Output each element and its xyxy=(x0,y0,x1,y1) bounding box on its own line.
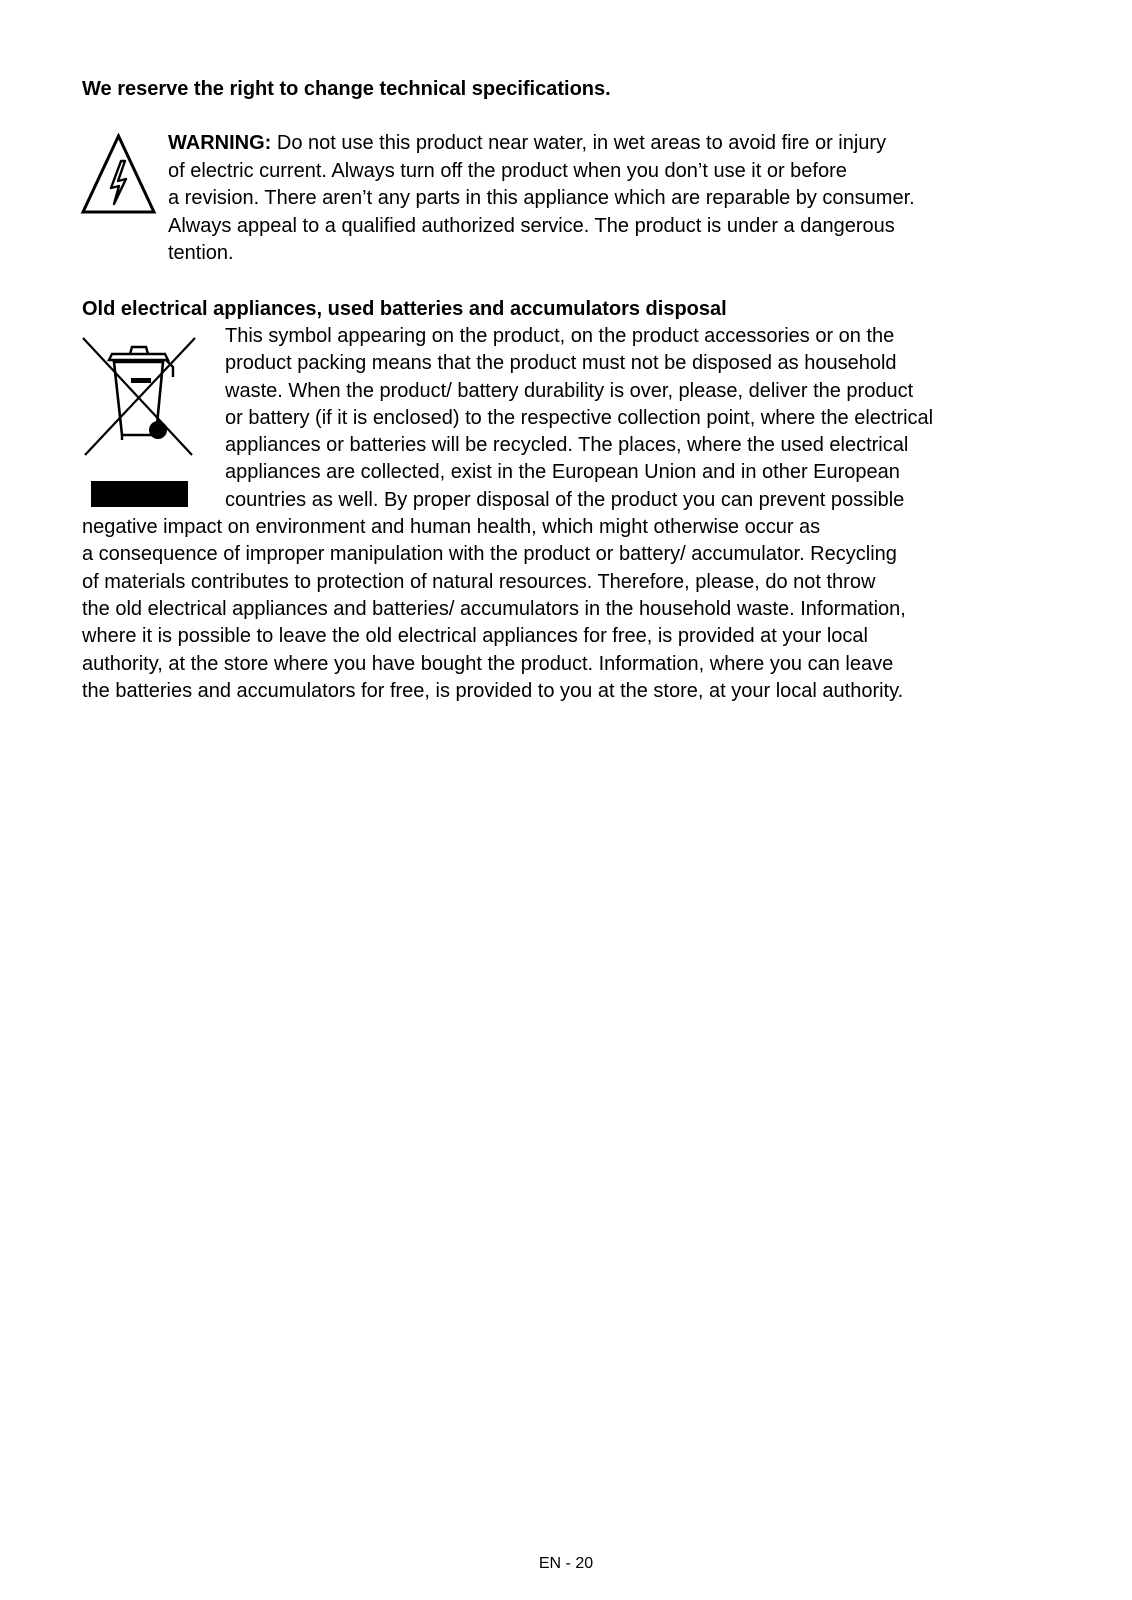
disposal-line: of materials contributes to protection of natural resources. Therefore, please, do not throw xyxy=(82,570,876,593)
disposal-line: waste. When the product/ battery durability is over, please, deliver the product xyxy=(225,379,914,402)
disposal-line: appliances are collected, exist in the European Union and in other European xyxy=(225,461,900,484)
disposal-line: the old electrical appliances and batteries/ accumulators in the household waste. Information, xyxy=(82,597,906,620)
page-number: EN - 20 xyxy=(538,1555,594,1572)
electric-shock-warning-icon xyxy=(80,133,157,215)
disposal-paragraph xyxy=(0,323,1132,705)
disposal-line: countries as well. By proper disposal of the product you can prevent possible xyxy=(225,488,905,511)
warning-line: tention. xyxy=(168,242,234,264)
warning-line-text: Do not use this product near water, in wet areas to avoid fire or injury xyxy=(271,132,887,154)
disposal-line: where it is possible to leave the old electrical appliances for free, is provided at your local xyxy=(82,625,868,648)
disposal-line: or battery (if it is enclosed) to the respective collection point, where the electrical xyxy=(225,406,934,429)
disposal-line: This symbol appearing on the product, on the product accessories or on the xyxy=(225,325,895,347)
warning-line: Always appeal to a qualified authorized service. The product is under a dangerous xyxy=(168,214,895,237)
disposal-line: negative impact on environment and human health, which might otherwise occur as xyxy=(82,516,821,539)
specification-notice: We reserve the right to change technical specifications. xyxy=(82,78,611,100)
disposal-line: a consequence of improper manipulation with the product or battery/ accumulator. Recycling xyxy=(82,543,897,566)
warning-label: WARNING: xyxy=(168,132,272,154)
warning-line xyxy=(168,130,1068,158)
warning-paragraph xyxy=(168,130,1068,268)
disposal-line: authority, at the store where you have bought the product. Information, where you can leave xyxy=(82,652,894,675)
warning-line: a revision. There aren’t any parts in this appliance which are reparable by consumer. xyxy=(168,187,915,209)
disposal-line: the batteries and accumulators for free, is provided to you at the store, at your local authority. xyxy=(82,679,904,702)
disposal-heading: Old electrical appliances, used batteries and accumulators disposal xyxy=(82,298,727,320)
warning-line: of electric current. Always turn off the product when you don’t use it or before xyxy=(168,159,847,182)
disposal-line: appliances or batteries will be recycled. The places, where the used electrical xyxy=(225,434,909,457)
disposal-line: product packing means that the product must not be disposed as household xyxy=(225,352,897,375)
